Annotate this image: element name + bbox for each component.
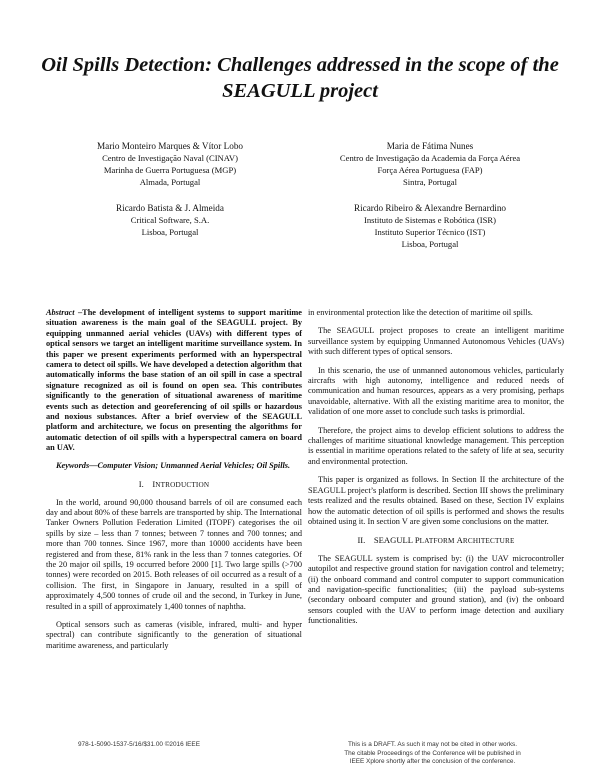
- author-names: Ricardo Ribeiro & Alexandre Bernardino: [353, 203, 507, 213]
- continued-paragraph: in environmental protection like the detection of maritime oil spills.: [308, 308, 533, 317]
- section-heading-architecture: [308, 535, 564, 546]
- author-block-2: [300, 140, 560, 188]
- draft-notice: [300, 741, 565, 767]
- section-title-rest: RCHITECTURE: [462, 537, 515, 546]
- section-title-word: SEAGULL: [373, 535, 413, 546]
- affiliation-line: Marinha de Guerra Portuguesa (MGP): [103, 165, 237, 175]
- intro-paragraph: The SEAGULL project proposes to create an intelligent maritime surveillance system by equipping Unmanned Autonomous Vehicles (UAVs) with such different types of optical sensors.: [308, 326, 564, 357]
- affiliation-line: Centro de Investigação da Academia da Força Aérea: [339, 153, 521, 163]
- section-number: II.: [357, 535, 366, 546]
- section-initial: A: [456, 535, 463, 546]
- section-heading-introduction: [46, 479, 302, 490]
- abstract-lead: Abstract: [46, 308, 75, 317]
- author-block-1: [40, 140, 300, 188]
- affiliation-line: Critical Software, S.A.: [130, 215, 210, 225]
- affiliation-line: Lisboa, Portugal: [141, 227, 199, 237]
- keywords: Keywords—Computer Vision; Unmanned Aerial Vehicles; Oil Spills.: [56, 460, 291, 470]
- author-block-4: [300, 202, 560, 250]
- draft-notice-line: The citable Proceedings of the Conference will be published in: [344, 749, 521, 757]
- author-block-3: [40, 202, 300, 238]
- intro-paragraph: Optical sensors such as cameras (visible, infrared, multi- and hyper spectral) can contribute significantly to the generation of situational maritime awareness, and particularly: [46, 619, 302, 650]
- section-initial: I: [152, 479, 156, 490]
- abstract-text: –The development of intelligent systems to support maritime situation awareness is the main goal of the SEAGULL project. By equipping unmanned aerial vehicles (UAVs) with different types of optical sensors we target an intelligent maritime surveillance system. In this paper we present experiments performed with an hyperspectral camera to detect oil spills. We have developed a detection algorithm that automatically informs the base station of an oil spill in case a spectral signature recognized as oil is found on open sea. This contributes significantly to the generation of situational awareness of maritime events such as detection and georeferencing of oil spills or hazardous and noxious substances. After a brief overview of the SEAGULL platform and architecture, we focus on presenting the algorithms for automatic detection of oil spills with a hyperspectral camera on board an UAV.: [46, 308, 302, 453]
- intro-paragraph: In this scenario, the use of unmanned autonomous vehicles, particularly aircrafts with high autonomy, intelligence and reduced needs of communication and human resources, appears as a very promising, perhaps unavoidable, alternative. With all the existing maritime area to monitor, the validation of one more asset to conclude such tasks is primordial.: [308, 365, 564, 417]
- affiliation-line: Lisboa, Portugal: [401, 239, 459, 249]
- abstract: [46, 308, 302, 454]
- affiliation-line: Instituto Superior Técnico (IST): [374, 227, 486, 237]
- section-title-rest: LATFORM: [419, 537, 457, 546]
- affiliation-line: Centro de Investigação Naval (CINAV): [102, 153, 238, 163]
- author-names: Maria de Fátima Nunes: [386, 141, 474, 151]
- affiliation-line: Instituto de Sistemas e Robótica (ISR): [364, 215, 496, 225]
- paper-title: Oil Spills Detection: Challenges addressed in the scope of the SEAGULL project: [41, 54, 559, 102]
- copyright-notice: 978-1-5090-1537-5/16/$31.00 ©2016 IEEE: [78, 741, 200, 748]
- right-column: [308, 308, 564, 635]
- intro-paragraph: This paper is organized as follows. In Section II the architecture of the SEAGULL project’s platform is described. Section III shows the preliminary tests realized and the results obtained. Based on these, Section IV explains how the automatic detection of oil spills is performed and shows the results obtained using it. In section V are given some conclusions on the matter.: [308, 475, 564, 526]
- left-column: [46, 308, 302, 659]
- section-number: I.: [138, 479, 144, 490]
- affiliation-line: Força Aérea Portuguesa (FAP): [377, 165, 483, 175]
- section-title-rest: NTRODUCTION: [155, 481, 210, 490]
- draft-notice-line: This is a DRAFT. As such it may not be cited in other works.: [347, 741, 518, 748]
- author-names: Mario Monteiro Marques & Vítor Lobo: [96, 141, 244, 151]
- author-names: Ricardo Batista & J. Almeida: [116, 203, 224, 213]
- affiliation-line: Sintra, Portugal: [403, 177, 457, 187]
- draft-notice-line: IEEE Xplore shortly after the conclusion of the conference.: [349, 758, 516, 766]
- architecture-paragraph: The SEAGULL system is comprised by: (i) the UAV microcontroller autopilot and respective ground station for navigation control and telemetry; (ii) the onboard command and control computer to support communication and navigation-specific functionalities; (iii) the payload sub-systems (secondary onboard computer and ground station), and (iv) the onboard sensors coupled with the UAV to perform image detection and auxiliary functionalities.: [308, 553, 564, 626]
- intro-paragraph: In the world, around 90,000 thousand barrels of oil are consumed each day and about 80% of these barrels are transported by ship. The International Tanker Owners Pollution Federation Limited (ITOPF) categorises the oil spills by size – less than 7 tonnes; between 7 tonnes and 700 tonnes; and more than 700 tonnes. Since 1967, more than 10000 accidents have been registered and from these, 81% rank in the less than 7 tonnes categories. Of the 20 major oil spills, 19 occurred before 2000 [1]. Two large spills (>700 tonnes) were recorded on 2015. Both releases of oil occurred as a result of a collision. The first, in Singapore in January, resulted in a spill of approximately 4,500 tonnes of crude oil and the second, in Turkey in June, resulted in a spill of approximately 1,400 tonnes of naphtha.: [46, 497, 302, 611]
- intro-paragraph: Therefore, the project aims to develop efficient solutions to address the challenges of maritime situational knowledge management. This perception is essential in maritime operations related to the safety of life at sea, security and environmental protection.: [308, 425, 564, 466]
- affiliation-line: Almada, Portugal: [139, 177, 201, 187]
- section-initial: P: [414, 535, 420, 546]
